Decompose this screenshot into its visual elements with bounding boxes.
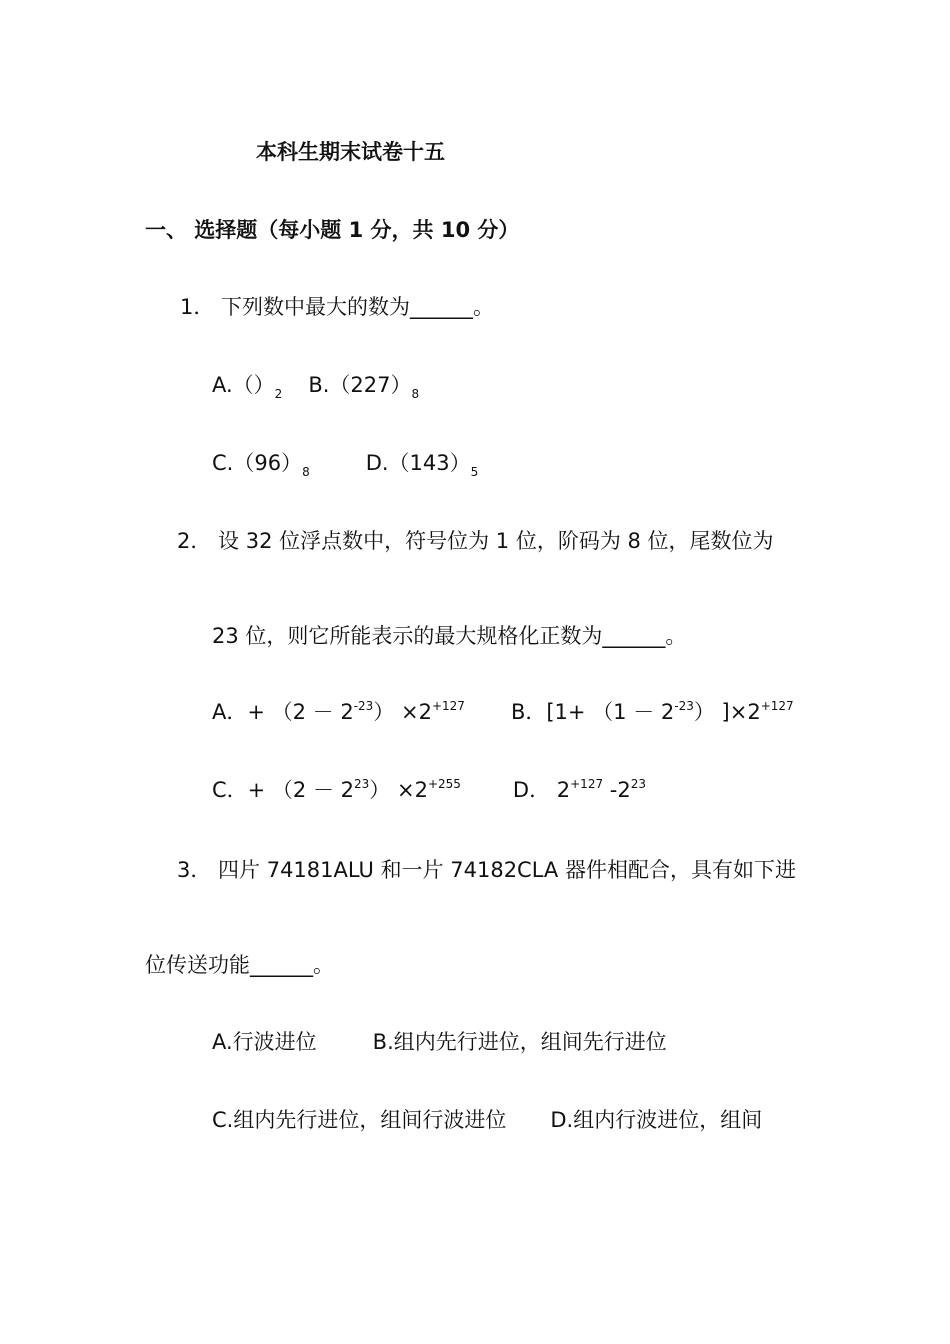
option-c: C.组内先行进位，组间行波进位 — [212, 1108, 507, 1132]
question-3-stem-continued: 位传送功能______。 — [145, 953, 334, 977]
option-b: B．[$1+ (1 - 2^{-23})$ ]$\times 2^{+127}$ — [510, 699, 794, 724]
question-1-options-cd — [212, 449, 478, 477]
section-heading: 一、 选择题（每小题 1 分，共 10 分） — [145, 218, 520, 242]
option-d: $D.(143)_5$ — [365, 451, 479, 479]
option-a: A.行波进位 — [212, 1030, 317, 1054]
question-3-options-cd — [212, 1106, 762, 1134]
question-2-stem: 2． 设 32 位浮点数中，符号位为 1 位，阶码为 8 位，尾数位为 — [177, 529, 774, 553]
question-2-options-cd — [212, 776, 646, 804]
option-a: $A.()_2$ — [212, 373, 283, 401]
question-1-options-ab — [212, 371, 419, 399]
question-2-options-ab — [212, 698, 794, 726]
option-b: $B.(227)_8$ — [308, 373, 420, 401]
exam-title: 本科生期末试卷十五 — [256, 140, 445, 164]
question-2-stem-continued: 23 位，则它所能表示的最大规格化正数为______。 — [212, 624, 687, 648]
question-3-options-ab — [212, 1028, 667, 1056]
option-c: $C.(96)_8$ — [212, 451, 310, 479]
option-b: B.组内先行进位，组间先行进位 — [372, 1030, 667, 1054]
question-1-stem: 1． 下列数中最大的数为______。 — [180, 295, 495, 319]
option-d: D.组内行波进位，组间 — [550, 1108, 763, 1132]
question-3-stem: 3． 四片 74181ALU 和一片 74182CLA 器件相配合，具有如下进 — [177, 858, 796, 882]
option-c: C．+ $(2 - 2^{23}) \times 2^{+255}$ — [212, 777, 461, 802]
option-a: A．+ $(2 - 2^{-23}) \times 2^{+127}$ — [212, 699, 465, 724]
option-d: D． $2^{+127}$ $-2^{23}$ — [512, 777, 646, 802]
